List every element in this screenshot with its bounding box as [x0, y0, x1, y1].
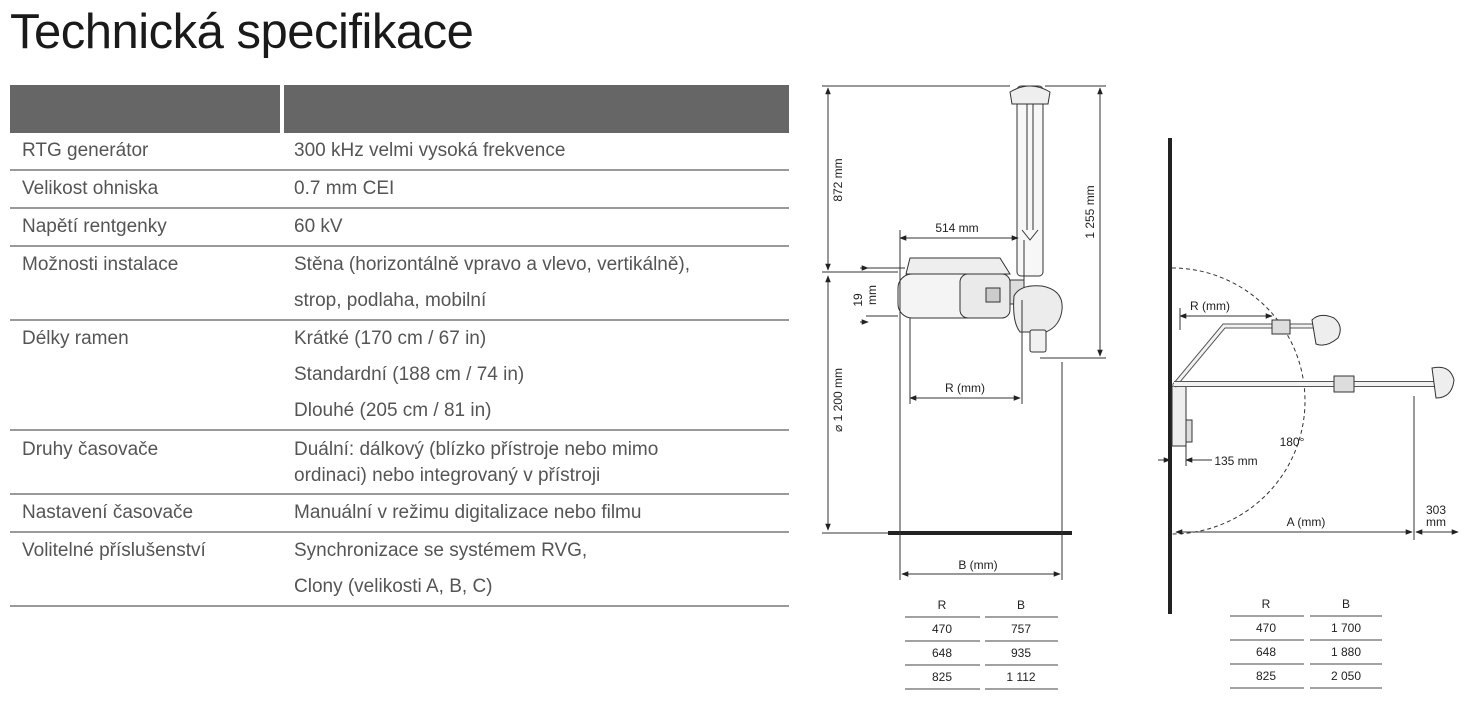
table1-cell: 935	[1010, 646, 1032, 660]
spec-value: Dlouhé (205 cm / 81 in)	[294, 400, 492, 421]
spec-value: Synchronizace se systémem RVG,	[294, 540, 588, 561]
spec-label: Nastavení časovače	[22, 502, 194, 523]
spec-value: Manuální v režimu digitalizace nebo filmu	[294, 502, 642, 523]
spec-value: 60 kV	[294, 216, 343, 237]
dim-180: 180°	[1279, 435, 1305, 449]
dim-872: 872 mm	[831, 158, 845, 202]
dim-b: B (mm)	[958, 558, 998, 572]
spec-value: Duální: dálkový (blízko přístroje nebo mimo	[294, 439, 659, 460]
spec-label: Délky ramen	[22, 328, 129, 349]
spec-value: Clony (velikosti A, B, C)	[294, 576, 493, 597]
table2-cell: 470	[1255, 621, 1277, 635]
spec-value: Standardní (188 cm / 74 in)	[294, 364, 525, 385]
page-title: Technická specifikace	[10, 5, 474, 59]
dim-19: 19	[851, 293, 865, 307]
dim-303: 303	[1425, 503, 1447, 517]
table2-cell: 825	[1255, 669, 1277, 683]
table2-cell: 648	[1255, 645, 1277, 659]
table1-header-b: B	[1016, 598, 1026, 612]
dim-303-unit: mm	[1426, 515, 1446, 529]
dim-135: 135 mm	[1214, 454, 1258, 468]
spec-value: strop, podlaha, mobilní	[294, 290, 487, 311]
side-view-dimensions	[831, 158, 1097, 572]
spec-label: RTG generátor	[22, 140, 149, 161]
spec-value: Krátké (170 cm / 67 in)	[294, 328, 487, 349]
dim-514: 514 mm	[935, 221, 979, 235]
dim-19-unit: mm	[865, 285, 879, 305]
dim-1255: 1 255 mm	[1083, 185, 1097, 239]
table1-cell: 757	[1010, 622, 1032, 636]
table2-header-b: B	[1341, 597, 1351, 611]
side-view-table	[905, 598, 1058, 689]
spec-value: 300 kHz velmi vysoká frekvence	[294, 140, 566, 161]
spec-value: Stěna (horizontálně vpravo a vlevo, vertikálně),	[294, 254, 691, 275]
spec-value: 0.7 mm CEI	[294, 178, 395, 199]
table2-cell: 1 700	[1330, 621, 1362, 635]
spec-label: Velikost ohniska	[22, 178, 159, 199]
dim-r: R (mm)	[945, 381, 985, 395]
table2-cell: 2 050	[1330, 669, 1362, 683]
spec-label: Volitelné příslušenství	[22, 540, 206, 561]
table1-header-r: R	[937, 598, 947, 612]
table1-cell: 825	[931, 670, 953, 684]
table2-cell: 1 880	[1330, 645, 1362, 659]
spec-label: Druhy časovače	[22, 439, 159, 460]
spec-value: ordinaci) nebo integrovaný v přístroji	[294, 465, 601, 486]
top-view-drawing	[1158, 138, 1458, 614]
table2-header-r: R	[1261, 597, 1271, 611]
table1-cell: 648	[931, 646, 953, 660]
table1-cell: 470	[931, 622, 953, 636]
spec-label: Možnosti instalace	[22, 254, 179, 275]
side-view-drawing	[822, 86, 1106, 580]
dim-r-top: R (mm)	[1190, 299, 1230, 313]
dim-1200: ⌀ 1 200 mm	[831, 368, 845, 432]
dim-a: A (mm)	[1286, 515, 1326, 529]
top-view-table	[1230, 597, 1382, 688]
spec-label: Napětí rentgenky	[22, 216, 167, 237]
table1-cell: 1 112	[1006, 670, 1036, 684]
